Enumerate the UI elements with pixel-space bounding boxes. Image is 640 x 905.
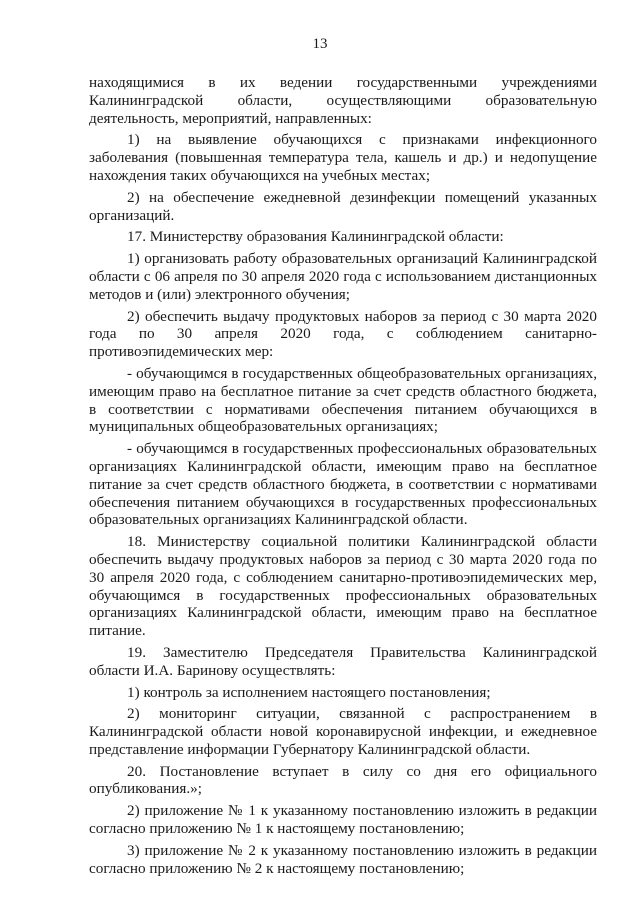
paragraph-19-heading: 19. Заместителю Председателя Правительства Калининградской области И.А. Баринову осуществлять: [89,643,597,679]
paragraph-19-item-1: 1) контроль за исполнением настоящего постановления; [127,683,491,701]
page-number: 13 [312,36,328,52]
paragraph-20: 20. Постановление вступает в силу со дня его официального опубликования.»; [89,762,597,798]
paragraph-item-2-disinfection: 2) на обеспечение ежедневной дезинфекции помещений указанных организаций. [89,188,597,224]
paragraph-17-heading: 17. Министерству образования Калининградской области: [127,228,504,246]
paragraph-17-dash-professional-education: - обучающимся в государственных профессиональных образовательных организациях Калининградской области, имеющим право на бесплатное питание за счет средств областного бюджета, в соответствии с нормативами обеспечения питанием обучающихся в государственных профессиональных образовательных организациях Калининградской области. [89,440,597,529]
paragraph-item-1-detection: 1) на выявление обучающихся с признаками инфекционного заболевания (повышенная температура тела, кашель и др.) и недопущение нахождения таких обучающихся на учебных местах; [89,131,597,184]
paragraph-continuation: находящимися в их ведении государственными учреждениями Калининградской области, осуществляющими образовательную деятельность, мероприятий, направленных: [89,74,597,127]
paragraph-17-item-1: 1) организовать работу образовательных организаций Калининградской области с 06 апреля по 30 апреля 2020 года с использованием дистанционных методов и (или) электронного обучения; [89,250,597,303]
paragraph-18: 18. Министерству социальной политики Калининградской области обеспечить выдачу продуктовых наборов за период с 30 марта 2020 года по 30 апреля 2020 года, с соблюдением санитарно-противоэпидемических мер, обучающимся в государственных профессиональных образовательных организациях Калининградской области, имеющим право на бесплатное питание. [89,533,597,640]
paragraph-amendment-appendix-1: 2) приложение № 1 к указанному постановлению изложить в редакции согласно приложению № 1 к настоящему постановлению; [89,802,597,838]
paragraph-17-dash-general-education: - обучающимся в государственных общеобразовательных организациях, имеющим право на бесплатное питание за счет средств областного бюджета, в соответствии с нормативами обеспечения питанием обучающихся в муниципальных общеобразовательных организациях; [89,364,597,436]
document-body [89,74,597,881]
paragraph-17-item-2: 2) обеспечить выдачу продуктовых наборов за период с 30 марта 2020 года по 30 апреля 2020 года, с соблюдением санитарно-противоэпидемических мер: [89,307,597,361]
paragraph-19-item-2: 2) мониторинг ситуации, связанной с распространением в Калининградской области новой коронавирусной инфекции, и ежедневное представление информации Губернатору Калининградской области. [89,705,597,758]
paragraph-amendment-appendix-2: 3) приложение № 2 к указанному постановлению изложить в редакции согласно приложению № 2 к настоящему постановлению; [89,841,597,877]
